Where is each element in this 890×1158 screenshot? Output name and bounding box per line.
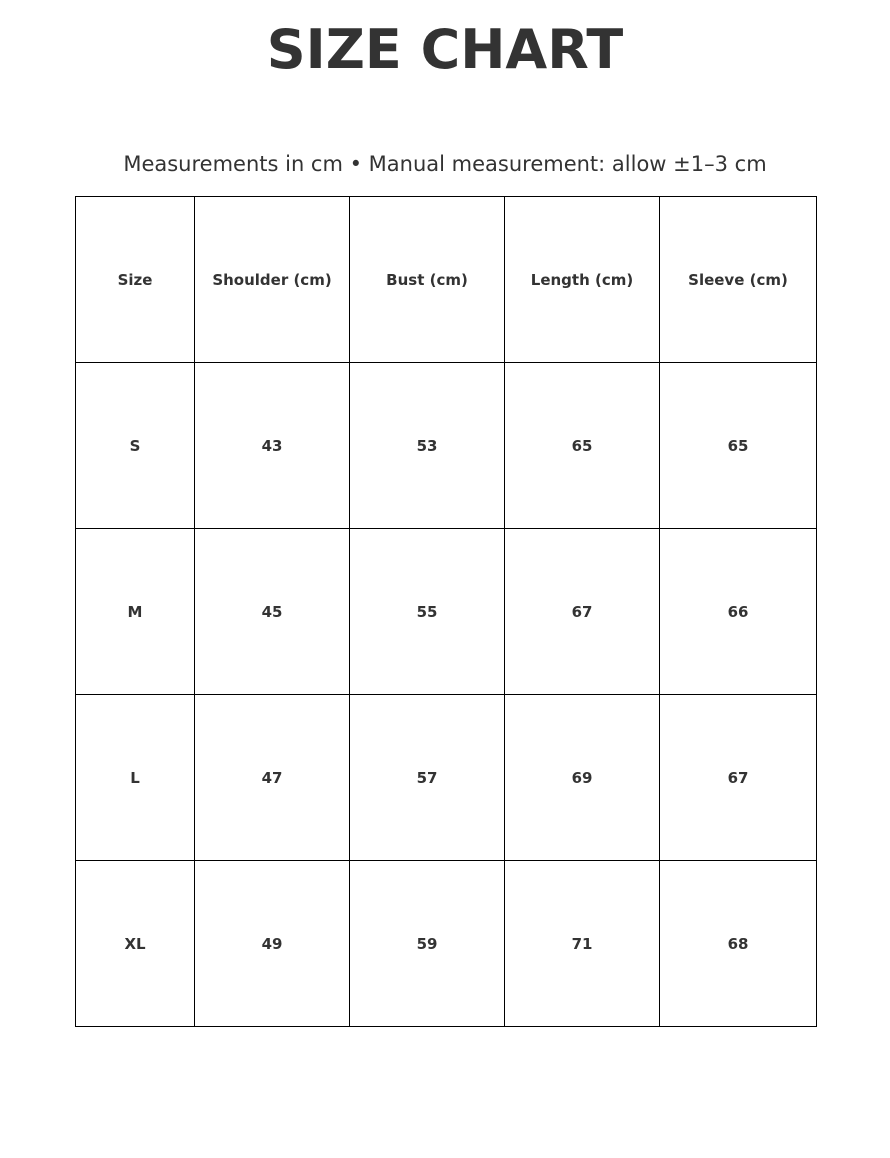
header-shoulder: Shoulder (cm) (195, 197, 350, 363)
cell-sleeve: 67 (660, 695, 817, 861)
cell-size: L (76, 695, 195, 861)
cell-bust: 53 (350, 363, 505, 529)
page-title: SIZE CHART (266, 18, 624, 81)
table-header-row (76, 197, 817, 363)
table-row (76, 695, 817, 861)
cell-shoulder: 47 (195, 695, 350, 861)
header-bust: Bust (cm) (350, 197, 505, 363)
header-sleeve: Sleeve (cm) (660, 197, 817, 363)
cell-sleeve: 65 (660, 363, 817, 529)
measurement-note: Measurements in cm • Manual measurement: allow ±1–3 cm (123, 152, 767, 176)
cell-shoulder: 45 (195, 529, 350, 695)
cell-size: XL (76, 861, 195, 1027)
header-length: Length (cm) (505, 197, 660, 363)
table-row (76, 363, 817, 529)
cell-bust: 59 (350, 861, 505, 1027)
cell-sleeve: 68 (660, 861, 817, 1027)
cell-shoulder: 43 (195, 363, 350, 529)
cell-size: S (76, 363, 195, 529)
cell-size: M (76, 529, 195, 695)
cell-length: 69 (505, 695, 660, 861)
cell-length: 67 (505, 529, 660, 695)
table-row (76, 529, 817, 695)
cell-bust: 57 (350, 695, 505, 861)
table-row (76, 861, 817, 1027)
cell-bust: 55 (350, 529, 505, 695)
cell-sleeve: 66 (660, 529, 817, 695)
header-size: Size (76, 197, 195, 363)
cell-length: 71 (505, 861, 660, 1027)
cell-shoulder: 49 (195, 861, 350, 1027)
size-chart-table (75, 196, 817, 1027)
cell-length: 65 (505, 363, 660, 529)
